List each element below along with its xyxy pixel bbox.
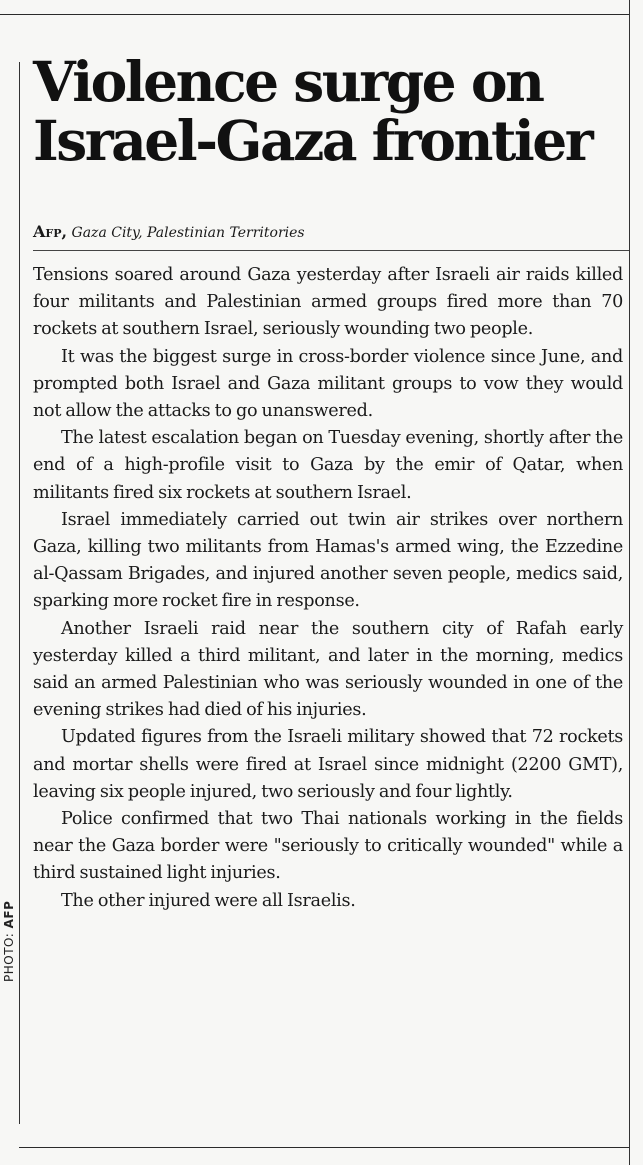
headline-line-2: Israel-Gaza frontier: [33, 108, 592, 173]
article-paragraph: Israel immediately carried out twin air strikes over northern Gaza, killing two militants from Hamas's armed wing, the Ezzedine al-Qassam Brigades, and injured another seven people, medics said, sparking more rocket fire in response.: [33, 509, 623, 612]
article-paragraph: Tensions soared around Gaza yesterday after Israeli air raids killed four militants and Palestinian armed groups fired more than 70 rockets at southern Israel, seriously wounding two people.: [33, 265, 623, 340]
byline-rule: [33, 250, 629, 251]
article-paragraph: Updated figures from the Israeli military showed that 72 rockets and mortar shells were fired at Israel since midnight (2200 GMT), leaving six people injured, two seriously and four lightly.: [33, 727, 623, 802]
column-divider-left: [19, 62, 20, 1124]
byline: [33, 222, 627, 243]
photo-credit: [2, 900, 16, 982]
photo-credit-label: PHOTO:: [2, 928, 16, 982]
byline-location: Gaza City, Palestinian Territories: [71, 225, 305, 241]
article-paragraph: The latest escalation began on Tuesday evening, shortly after the end of a high-profile visit to Gaza by the emir of Qatar, when militants fired six rockets at southern Israel.: [33, 428, 623, 503]
byline-agency: Afp,: [33, 222, 68, 241]
photo-credit-source: AFP: [2, 900, 16, 929]
headline: [33, 49, 627, 173]
article-paragraph: Police confirmed that two Thai nationals working in the fields near the Gaza border were "seriously to critically wounded" while a third sustained light injuries.: [33, 809, 623, 884]
article-paragraph: Another Israeli raid near the southern city of Rafah early yesterday killed a third militant, and later in the morning, medics said an armed Palestinian who was seriously wounded in one of the evening strikes had died of his injuries.: [33, 618, 623, 721]
column-divider-right: [629, 0, 630, 1165]
top-rule: [0, 14, 629, 15]
article-paragraph: The other injured were all Israelis.: [61, 890, 356, 911]
bottom-rule: [19, 1147, 629, 1148]
headline-line-1: Violence surge on: [33, 49, 543, 114]
article-paragraph: It was the biggest surge in cross-border violence since June, and prompted both Israel and Gaza militant groups to vow they would not allow the attacks to go unanswered.: [33, 346, 623, 422]
article-body: [33, 262, 623, 915]
